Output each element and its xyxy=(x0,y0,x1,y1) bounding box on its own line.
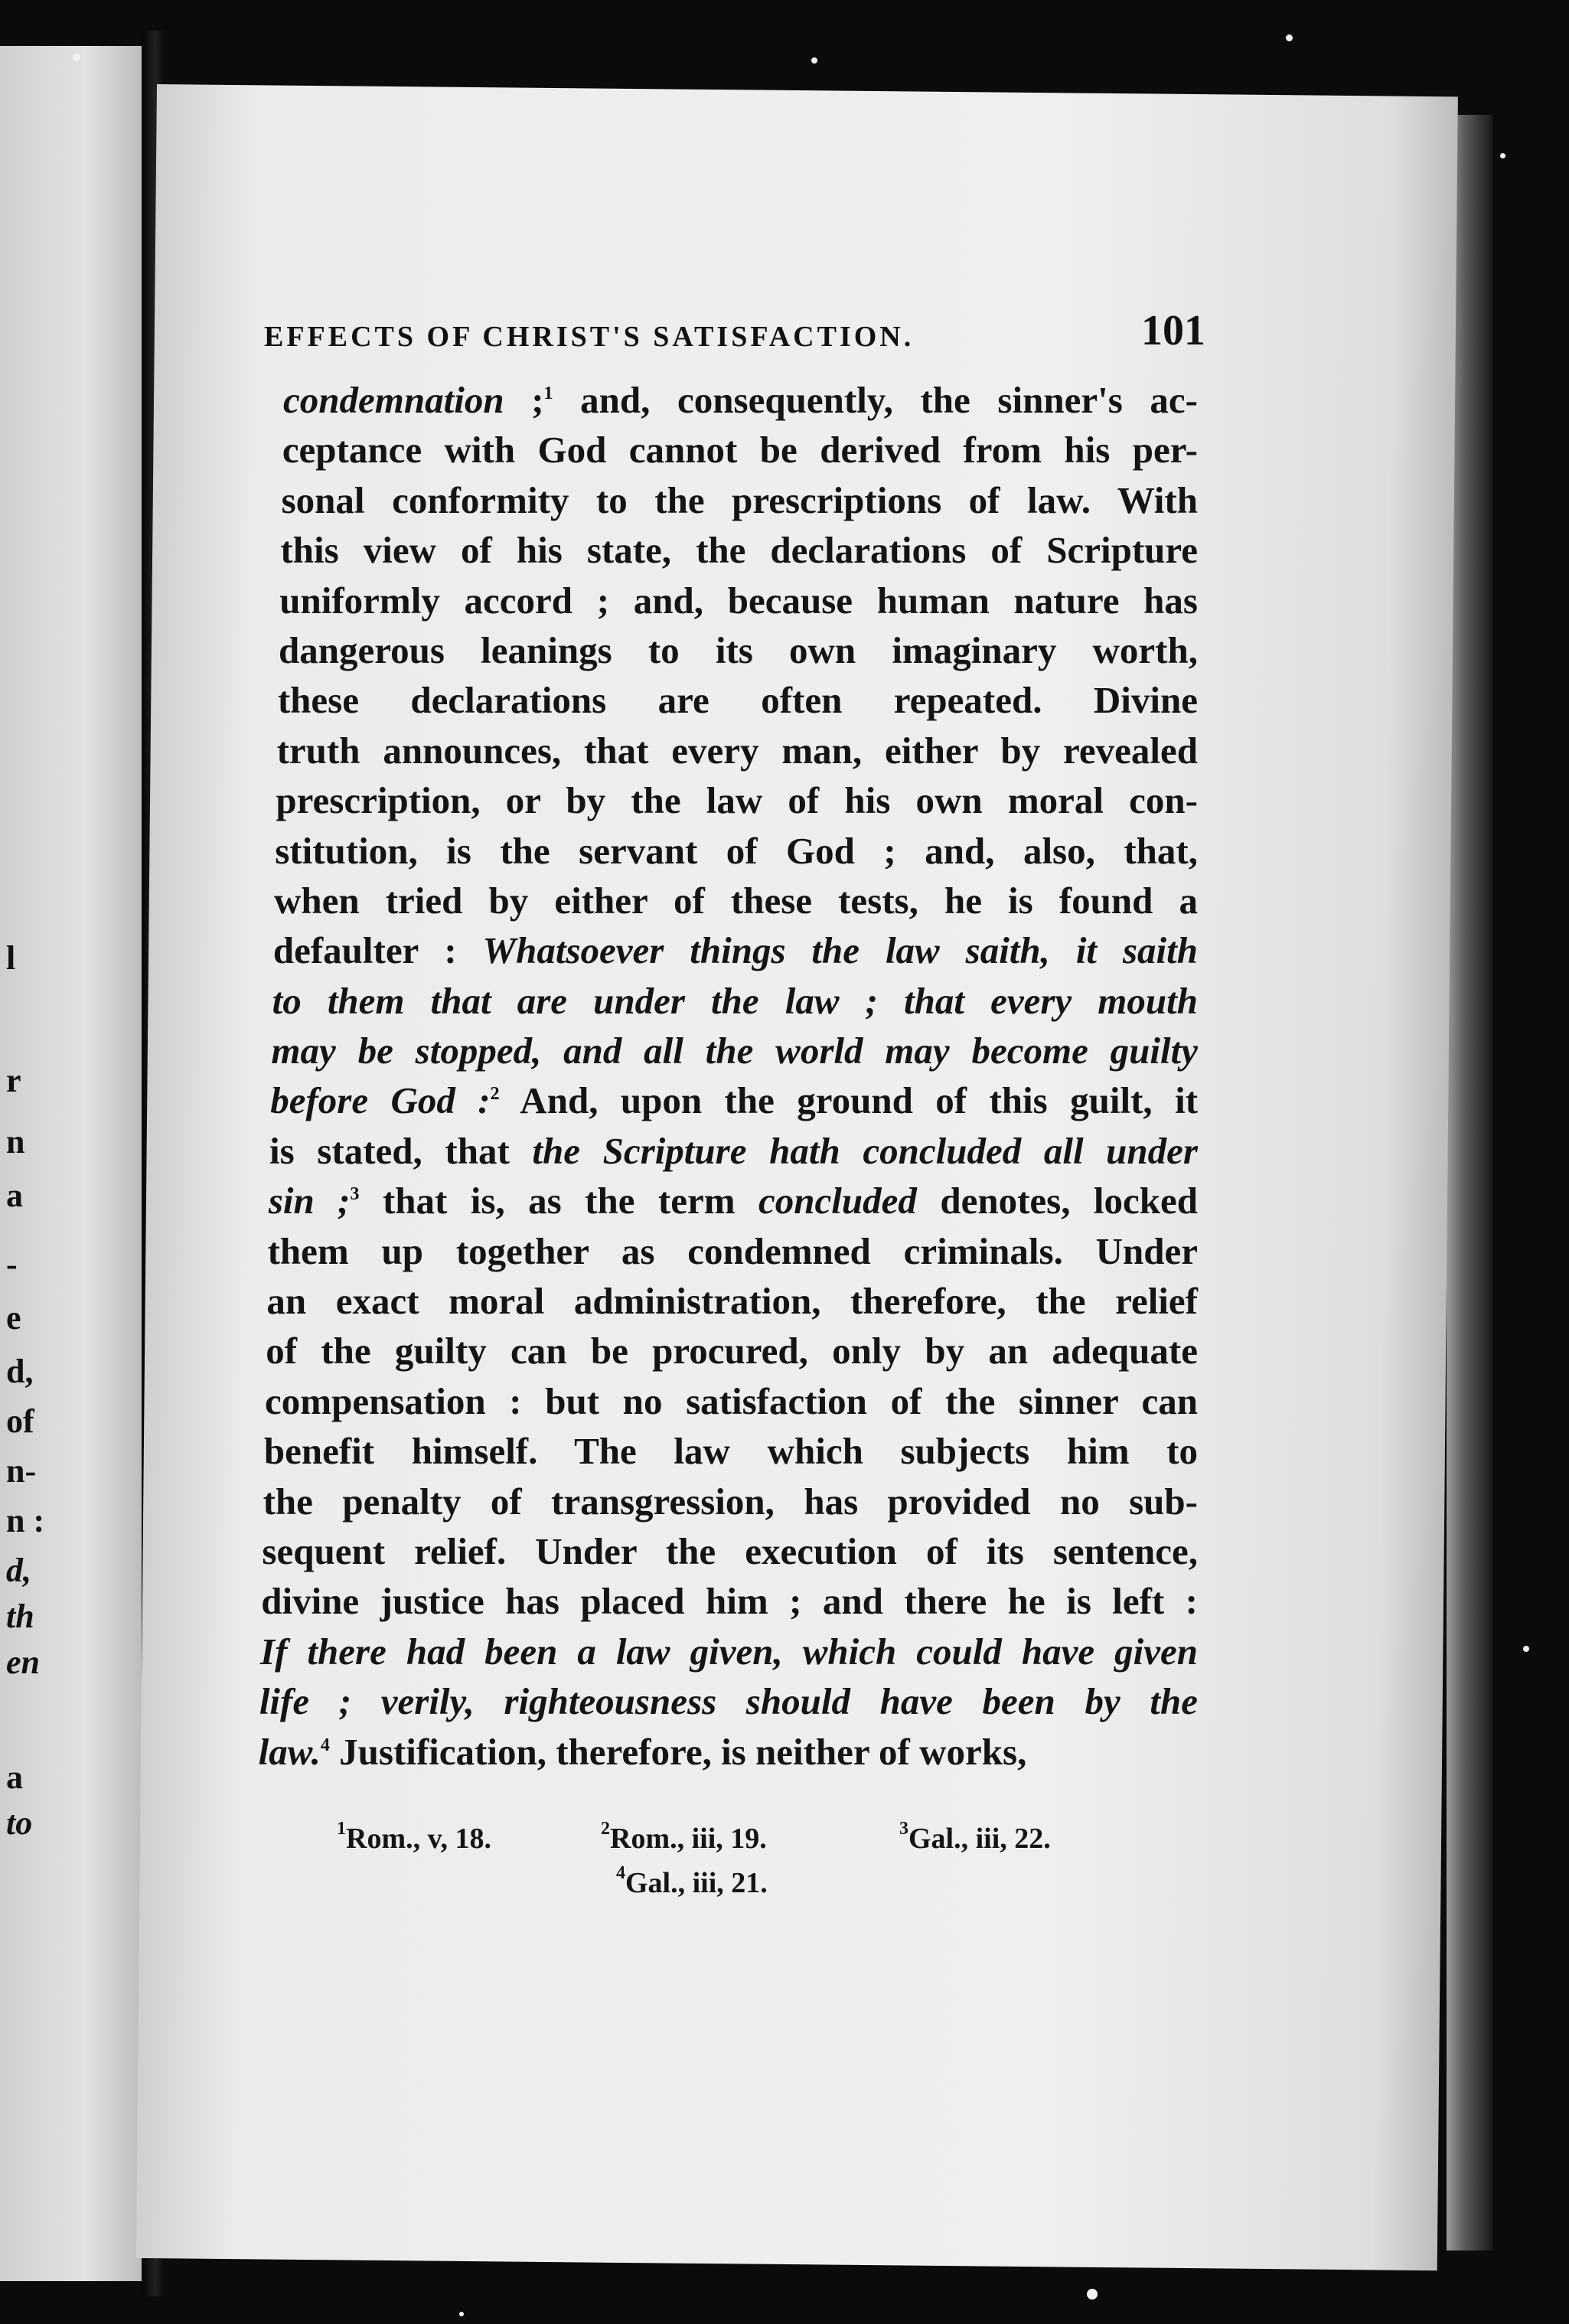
text-run: sonal conformity to the prescriptions of law. With xyxy=(281,478,1198,521)
footnote-4: $^4$Gal., iii, 21. xyxy=(616,1863,768,1899)
text-line xyxy=(283,375,1198,425)
text-line xyxy=(271,1026,1198,1076)
text-run: and, consequently, the sinner's ac- xyxy=(553,379,1198,421)
dust-speck xyxy=(1286,34,1293,41)
left-page-fragment: of xyxy=(6,1402,34,1440)
text-line xyxy=(259,1727,1198,1777)
left-page-fragment: n xyxy=(6,1123,25,1160)
text-line xyxy=(263,1477,1198,1526)
text-line xyxy=(282,475,1198,525)
text-run: law. xyxy=(258,1730,321,1773)
text-line xyxy=(280,525,1198,575)
left-page-fragment: r xyxy=(6,1062,21,1099)
text-line xyxy=(269,1126,1198,1176)
text-line xyxy=(279,625,1198,675)
running-head xyxy=(264,306,1205,375)
text-run: sequent relief. Under the execution of its sentence, xyxy=(262,1529,1198,1572)
footnote-ref: 4 xyxy=(320,1735,330,1755)
dust-speck xyxy=(1523,1646,1529,1652)
text-run: And, upon the ground of this guilt, it xyxy=(499,1079,1199,1122)
left-page-fragment: a xyxy=(6,1758,23,1796)
text-line xyxy=(266,1276,1198,1326)
text-line xyxy=(269,1176,1198,1226)
text-line xyxy=(272,976,1198,1026)
text-run: before God : xyxy=(270,1079,491,1122)
footnote-row xyxy=(337,1863,1179,1911)
footnote-row xyxy=(337,1819,1179,1866)
text-line xyxy=(275,826,1198,876)
left-page-fragment: a xyxy=(6,1177,23,1214)
text-line xyxy=(270,1076,1198,1125)
left-page-fragment: l xyxy=(6,939,16,977)
text-line xyxy=(282,425,1198,475)
text-run: them up together as condemned criminals. Under xyxy=(267,1229,1198,1272)
text-run: when tried by either of these tests, he is found a xyxy=(274,879,1198,922)
text-run: the penalty of transgression, has provided no sub- xyxy=(263,1480,1198,1523)
page-number: 101 xyxy=(1141,307,1205,354)
text-run: an exact moral administration, therefore, the relief xyxy=(266,1280,1198,1323)
text-run: this view of his state, the declarations of Scripture xyxy=(280,529,1198,572)
left-page-fragment: d, xyxy=(6,1552,31,1589)
text-line xyxy=(279,576,1198,625)
text-line xyxy=(266,1326,1198,1376)
text-run: stitution, is the servant of God ; and, also, that, xyxy=(275,829,1198,872)
text-run: ceptance with God cannot be derived from his per- xyxy=(282,429,1198,472)
text-run: may be stopped, and all the world may become guilty xyxy=(271,1030,1198,1072)
left-page-fragment: th xyxy=(6,1598,34,1635)
text-line xyxy=(276,775,1198,825)
footnote-2: $^2$Rom., iii, 19. xyxy=(601,1819,767,1855)
left-page-fragment: - xyxy=(6,1245,18,1283)
text-run: truth announces, that every man, either by revealed xyxy=(276,729,1198,772)
text-run: these declarations are often repeated. Divine xyxy=(277,679,1198,722)
left-page-fragment: n : xyxy=(6,1502,45,1539)
left-page-fragment: e xyxy=(6,1299,21,1337)
text-run: Justification, therefore, is neither of works, xyxy=(329,1730,1027,1773)
running-title: EFFECTS OF CHRIST'S SATISFACTION. xyxy=(264,321,915,353)
text-run: sin ; xyxy=(268,1180,351,1222)
text-run: to them that are under the law ; that every mouth xyxy=(272,979,1198,1022)
text-run: dangerous leanings to its own imaginary worth, xyxy=(279,628,1198,671)
footnote-1: $^1$Rom., v, 18. xyxy=(337,1819,491,1855)
text-run: condemnation xyxy=(283,379,504,421)
text-run: Whatsoever things the law saith, it saith xyxy=(482,929,1198,972)
text-line xyxy=(262,1526,1198,1576)
left-page-fragment: n- xyxy=(6,1452,37,1490)
text-run: of the guilty can be procured, only by an adequate xyxy=(266,1330,1198,1373)
text-line xyxy=(259,1676,1198,1726)
text-run: uniformly accord ; and, because human nature has xyxy=(279,579,1198,622)
text-run: denotes, locked xyxy=(916,1180,1199,1222)
left-page-fragment: to xyxy=(6,1804,33,1842)
text-run: prescription, or by the law of his own moral con- xyxy=(276,779,1198,822)
left-page-fragment: d, xyxy=(6,1353,34,1390)
text-run: concluded xyxy=(758,1180,917,1222)
left-page-fragment: en xyxy=(6,1643,40,1681)
dust-speck xyxy=(459,2312,464,2316)
footnote-ref: 3 xyxy=(350,1184,360,1205)
text-run: the Scripture hath concluded all under xyxy=(532,1129,1198,1172)
text-line xyxy=(277,726,1198,775)
text-run: is stated, that xyxy=(269,1129,533,1172)
text-line xyxy=(268,1226,1198,1276)
body-text xyxy=(258,375,1199,1777)
footnote-ref: 2 xyxy=(490,1084,500,1105)
text-run: life ; verily, righteousness should have been by the xyxy=(259,1680,1198,1723)
dust-speck xyxy=(811,57,817,64)
text-line xyxy=(265,1376,1198,1426)
text-line xyxy=(264,1426,1198,1476)
text-run: compensation : but no satisfaction of the sinner can xyxy=(265,1379,1198,1422)
text-line xyxy=(273,925,1198,975)
text-line xyxy=(278,675,1198,725)
text-run: defaulter : xyxy=(272,929,483,972)
text-run: If there had been a law given, which could have given xyxy=(260,1630,1198,1673)
footnotes xyxy=(337,1819,1179,1911)
text-run: benefit himself. The law which subjects him to xyxy=(263,1430,1198,1473)
footnote-ref: 1 xyxy=(543,384,553,403)
text-run: that is, as the term xyxy=(359,1180,758,1222)
text-run: divine justice has placed him ; and there he is left : xyxy=(261,1580,1198,1623)
footnote-3: $^3$Gal., iii, 22. xyxy=(899,1819,1051,1855)
previous-page-edge xyxy=(0,46,142,2281)
dust-speck xyxy=(73,54,80,61)
text-run: ; xyxy=(504,379,544,421)
dust-speck xyxy=(1500,153,1505,158)
text-line xyxy=(274,876,1198,925)
dust-speck xyxy=(1087,2289,1098,2300)
text-line xyxy=(261,1576,1198,1626)
text-line xyxy=(260,1627,1198,1676)
